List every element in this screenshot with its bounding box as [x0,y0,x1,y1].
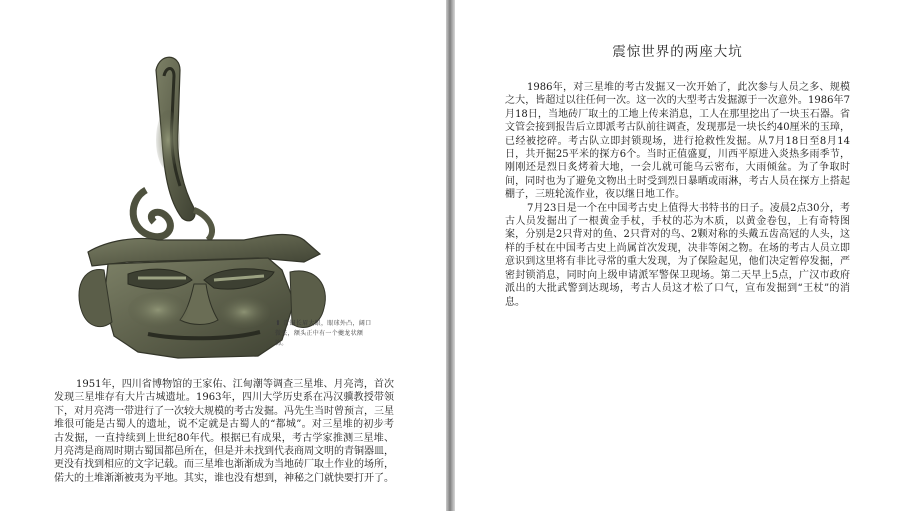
right-paragraph-1: 1986年，对三星堆的考古发掘又一次开始了，此次参与人员之多、规模之大，皆超过以往任何一次。这一次的大型考古发掘源于一次意外。1986年7月18日，当地砖厂取土的工地上传来消息，工人在那里挖出了一块玉石器。省文管会接到报告后立即派考古队前往调查，发现那是一块长约40厘米的玉璋，已经被挖碎。考古队立即封锁现场，进行抢救性发掘。从7月18日至8月14日，共开掘25平米的探方6个。当时正值盛夏，川西平原进入炎热多雨季节，刚刚还是烈日炙烤着大地，一会儿就可能乌云密布，大雨倾盆。为了争取时间，同时也为了避免文物出土时受到烈日暴晒或雨淋，考古人员在探方上搭起棚子，三班轮流作业，夜以继日地工作。 [505,82,850,201]
image-caption [275,318,375,349]
left-page [0,0,446,511]
book-gutter [446,0,455,511]
caption-text: 青铜长眉大眼，眼球外凸，阔口微张，额头正中有一个夔龙状额饰。 [275,320,372,347]
left-page-paragraph [54,378,394,485]
right-paragraph-2: 7月23日是一个在中国考古史上值得大书特书的日子。凌晨2点30分，考古人员发掘出了一根黄金手杖，手杖的芯为木质，以黄金卷包，上有奇特图案，分别是2只背对的鱼、2只背对的鸟、2颗对称的头戴五齿高冠的人头，这样的手杖在中国考古史上尚属首次发现，决非等闲之物。在场的考古人员立即意识到这里将有非比寻常的重大发现，为了保险起见，他们决定暂停发掘，严密封锁消息，同时向上级申请派军警保卫现场。第二天早上5点，广汉市政府派出的大批武警到达现场，考古人员这才松了口气，宣布发掘到“王杖”的消息。 [505,202,850,308]
caption-arrow-icon: ⬆ [275,319,282,327]
right-page-body [505,81,850,309]
left-paragraph-text: 1951年，四川省博物馆的王家佑、江甸潮等调查三星堆、月亮湾，首次发现三星堆存有大片古城遗址。1963年，四川大学历史系在冯汉骥教授带领下，对月亮湾一带进行了一次较大规模的考古发掘。冯先生当时曾预言，三星堆很可能是古蜀人的遗址，说不定就是古蜀人的“都城”。对三星堆的初步考古发掘，一直持续到上世纪80年代。根据已有成果，考古学家推测三星堆、月亮湾是商周时期古蜀国都邑所在，但是并未找到代表商周文明的青铜器皿，更没有找到相应的文字记载。而三星堆也渐渐成为当地砖厂取土作业的场所，偌大的土堆渐渐被夷为平地。其实，谁也没有想到，神秘之门就快要打开了。 [54,379,394,484]
section-title: 震惊世界的两座大坑 [612,44,743,60]
